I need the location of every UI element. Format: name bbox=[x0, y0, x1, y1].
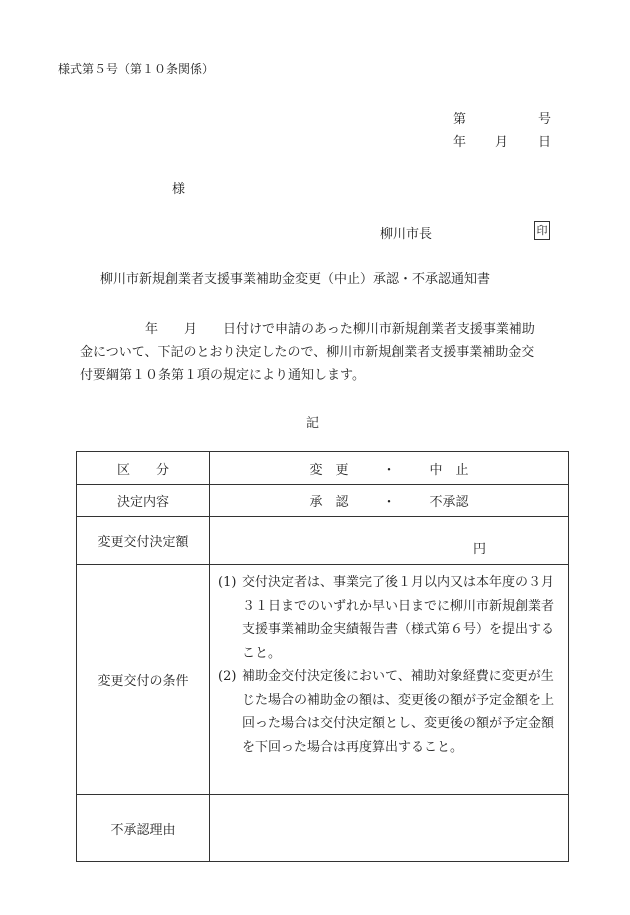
table-row bbox=[77, 795, 569, 862]
option-approve: 承 認 bbox=[309, 495, 349, 510]
option-separator: ・ bbox=[382, 495, 396, 510]
condition-item bbox=[218, 571, 562, 665]
amount-label: 変更交付決定額 bbox=[77, 517, 210, 565]
form-number: 様式第５号（第１０条関係） bbox=[58, 62, 215, 76]
conditions-label: 変更交付の条件 bbox=[77, 565, 210, 795]
condition-number: (1) bbox=[218, 575, 237, 590]
condition-number: (2) bbox=[218, 669, 237, 684]
condition-text: 交付決定者は、事業完了後１月以内又は本年度の３月３１日までのいずれか早い日までに柳川市新規創業者支援事業補助金実績報告書（様式第６号）を提出すること。 bbox=[242, 575, 555, 661]
option-separator: ・ bbox=[382, 462, 396, 478]
date-month-label: 月 bbox=[495, 135, 509, 150]
body-text-line: 金について、下記のとおり決定したので、柳川市新規創業者支援事業補助金交 bbox=[80, 345, 535, 360]
option-cancel: 中 止 bbox=[429, 462, 469, 478]
ki-heading: 記 bbox=[306, 416, 320, 431]
addressee-honorific: 様 bbox=[172, 182, 186, 197]
option-change: 変 更 bbox=[309, 462, 349, 478]
amount-value: 円 bbox=[210, 517, 569, 565]
date-day-label: 日 bbox=[538, 135, 552, 150]
option-disapprove: 不承認 bbox=[429, 495, 469, 510]
condition-text: 補助金交付決定後において、補助対象経費に変更が生じた場合の補助金の額は、変更後の額が予定金額を上回った場合は交付決定額とし、変更後の額が予定金額を下回った場合は再度算出すること。 bbox=[242, 669, 555, 755]
document-title: 柳川市新規創業者支援事業補助金変更（中止）承認・不承認通知書 bbox=[100, 272, 491, 287]
table-row bbox=[77, 485, 569, 517]
body-text-line: 年 月 日付けで申請のあった柳川市新規創業者支援事業補助 bbox=[80, 322, 535, 337]
rejection-reason-value bbox=[210, 795, 569, 862]
body-text-line: 付要綱第１０条第１項の規定により通知します。 bbox=[80, 368, 365, 383]
document-number-label: 第 bbox=[453, 112, 467, 127]
issuer-name: 柳川市長 bbox=[380, 227, 433, 242]
category-options bbox=[210, 452, 569, 485]
table-row bbox=[77, 452, 569, 485]
table-row bbox=[77, 565, 569, 795]
rejection-reason-label: 不承認理由 bbox=[77, 795, 210, 862]
decision-label: 決定内容 bbox=[77, 485, 210, 517]
decision-table bbox=[76, 451, 569, 862]
decision-options bbox=[210, 485, 569, 517]
seal-mark: 印 bbox=[534, 221, 550, 240]
date-year-label: 年 bbox=[453, 135, 467, 150]
category-label: 区 分 bbox=[77, 452, 210, 485]
condition-item bbox=[218, 665, 562, 759]
document-number-suffix: 号 bbox=[538, 112, 552, 127]
table-row bbox=[77, 517, 569, 565]
conditions-content bbox=[210, 565, 569, 795]
